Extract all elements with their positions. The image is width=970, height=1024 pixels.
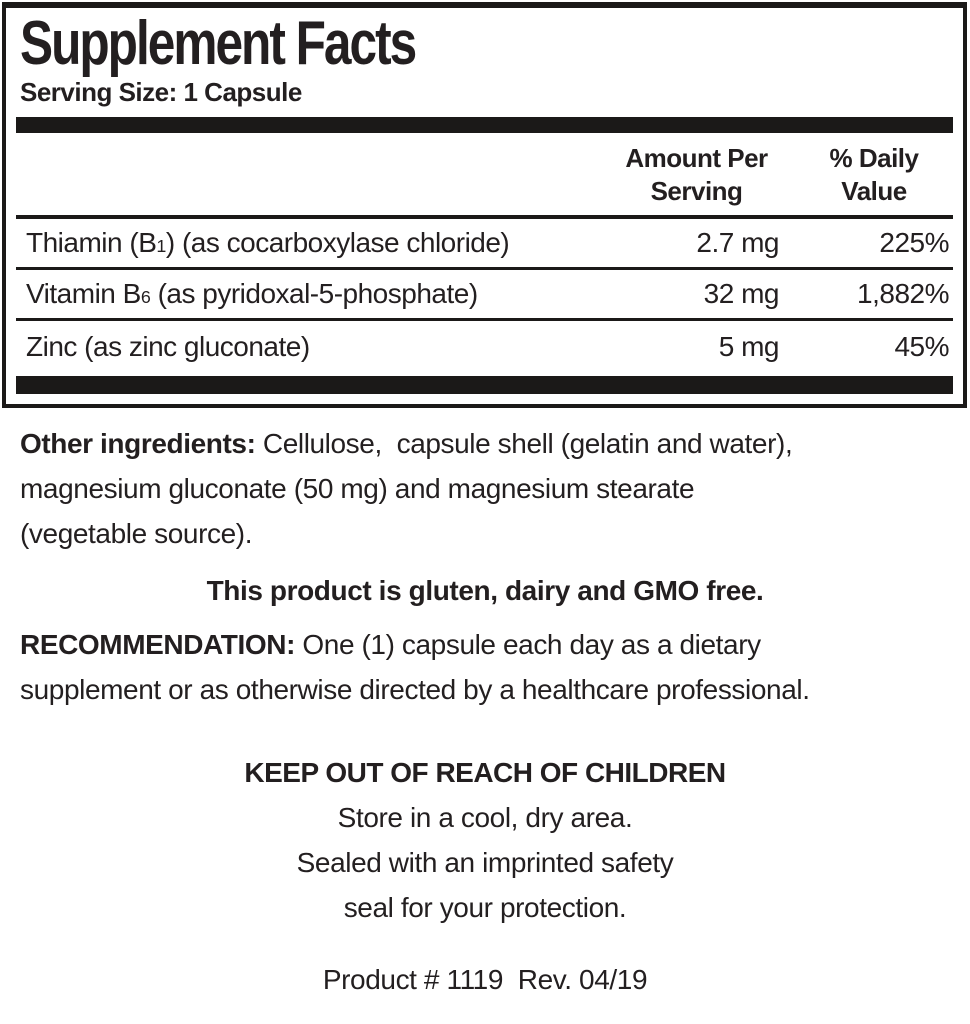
amount-per-serving-header	[594, 142, 799, 208]
other-ingredients-paragraph	[0, 421, 970, 556]
other-ingredients-line1	[20, 421, 950, 466]
other-ingredients-label: Other ingredients:	[20, 428, 256, 459]
recommendation-label: RECOMMENDATION:	[20, 629, 296, 660]
thick-divider-top	[16, 117, 953, 133]
dv-header-line2: Value	[841, 176, 907, 207]
nutrient-daily-value: 225%	[879, 227, 949, 259]
panel-title: Supplement Facts	[20, 9, 416, 78]
keep-out-of-reach-warning: KEEP OUT OF REACH OF CHILDREN	[244, 757, 726, 788]
nutrient-daily-value: 1,882%	[857, 278, 949, 310]
other-ingredients-line2: magnesium gluconate (50 mg) and magnesium stearate	[20, 473, 695, 504]
warnings-block	[0, 750, 970, 930]
daily-value-header	[799, 142, 949, 208]
storage-instruction: Store in a cool, dry area.	[337, 802, 633, 833]
nutrient-amount: 32 mg	[703, 278, 779, 310]
dv-header-line1: % Daily	[829, 143, 919, 174]
nutrient-name-text: Zinc (as zinc gluconate)	[26, 330, 310, 362]
table-header-row	[20, 133, 949, 215]
nutrient-name-text: Thiamin (B	[26, 227, 157, 259]
amount-header-line2: Serving	[650, 176, 743, 207]
nutrient-daily-value: 45%	[894, 330, 949, 362]
table-row-thiamin	[16, 219, 953, 270]
serving-size: Serving Size: 1 Capsule	[20, 77, 302, 108]
seal-statement-line2: seal for your protection.	[343, 892, 627, 923]
recommendation-line1	[20, 622, 950, 667]
table-row-zinc	[16, 321, 953, 372]
recommendation-line2: supplement or as otherwise directed by a healthcare professional.	[20, 674, 810, 705]
other-ingredients-text: Cellulose, capsule shell (gelatin and water),	[255, 428, 793, 459]
product-number-and-revision: Product # 1119 Rev. 04/19	[322, 964, 648, 995]
nutrient-name	[26, 227, 659, 259]
table-row-vitamin-b6	[16, 270, 953, 321]
nutrient-name-subscript: 6	[140, 287, 151, 308]
nutrient-name-subscript: 1	[156, 236, 166, 257]
recommendation-text: One (1) capsule each day as a dietary	[295, 629, 761, 660]
seal-statement-line1: Sealed with an imprinted safety	[296, 847, 674, 878]
nutrient-name	[26, 331, 659, 363]
recommendation-paragraph	[0, 622, 970, 712]
nutrient-amount: 5 mg	[718, 330, 779, 362]
thick-divider-bottom	[16, 376, 953, 394]
amount-header-line1: Amount Per	[625, 143, 768, 174]
nutrient-name	[26, 278, 659, 310]
gluten-dairy-gmo-free-statement: This product is gluten, dairy and GMO free.	[206, 575, 764, 606]
nutrient-name-text: (as pyridoxal-5-phosphate)	[150, 278, 478, 310]
nutrient-name-text: Vitamin B	[26, 278, 141, 310]
supplement-facts-panel	[2, 2, 967, 408]
other-ingredients-line3: (vegetable source).	[20, 518, 253, 549]
nutrient-amount: 2.7 mg	[696, 227, 779, 259]
nutrient-name-text: ) (as cocarboxylase chloride)	[165, 227, 510, 259]
